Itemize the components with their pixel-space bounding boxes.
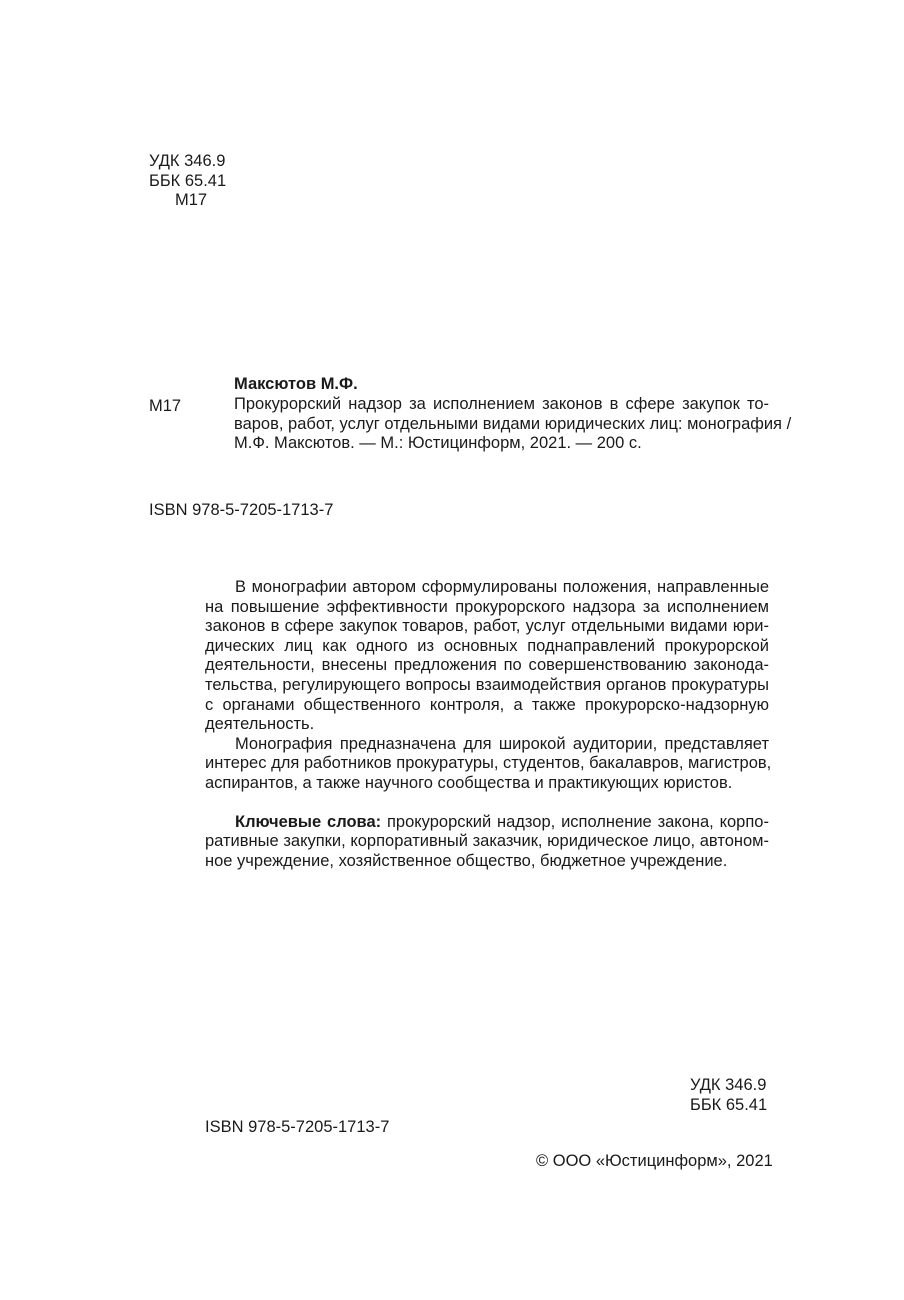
bbk-code: ББК 65.41 [149,171,227,190]
bbk-code: ББК 65.41 [690,1095,768,1114]
biblio-line: варов, работ, услуг отдельными видами юридических лиц: монография / [234,414,792,433]
annotation-line: интерес для работников прокуратуры, студентов, бакалавров, магистров, [205,754,772,773]
annotation-line: дических лиц как одного из основных поднаправлений прокурорской [205,636,769,655]
annotation [205,578,772,871]
author-mark: М17 [175,191,208,210]
annotation-line: В монографии автором сформулированы положения, направленные [235,578,769,596]
biblio-line: Прокурорский надзор за исполнением законов в сфере закупок то- [234,395,769,413]
annotation-line: деятельности, внесены предложения по совершенствованию законода- [205,656,769,675]
annotation-line: с органами общественного контроля, а также прокурорско-надзорную [205,695,769,714]
annotation-line: законов в сфере закупок товаров, работ, услуг отдельными видами юри- [205,617,769,636]
keywords-line [205,813,769,833]
udk-code: УДК 346.9 [690,1076,767,1094]
classification-bottom [690,1076,767,1115]
annotation-line: аспирантов, а также научного сообщества и практикующих юристов. [205,773,733,792]
author-mark-entry: М17 [149,397,182,415]
author-name: Максютов М.Ф. [234,375,358,393]
isbn-bottom: ISBN 978-5-7205-1713-7 [205,1118,390,1136]
annotation-line: на повышение эффективности прокурорского надзора за исполнением [205,597,769,616]
annotation-line: Монография предназначена для широкой аудитории, представляет [235,734,769,753]
annotation-line: тельства, регулирующего вопросы взаимодействия органов прокуратуры [205,675,769,694]
isbn-top: ISBN 978-5-7205-1713-7 [149,501,334,519]
keywords-line: ное учреждение, хозяйственное общество, бюджетное учреждение. [205,851,728,870]
classification-top [149,152,226,211]
bibliographic-description [234,395,792,454]
keywords-line: ративные закупки, корпоративный заказчик, юридическое лицо, автоном- [205,832,769,851]
annotation-line: деятельность. [205,715,315,734]
keywords-label: Ключевые слова: [235,812,382,831]
keywords-text: прокурорский надзор, исполнение закона, корпо- [386,812,769,831]
copyright-notice: © ООО «Юстицинформ», 2021 [536,1152,773,1170]
udk-code: УДК 346.9 [149,152,226,170]
biblio-line: М.Ф. Максютов. — М.: Юстицинформ, 2021. — 200 с. [234,434,642,453]
